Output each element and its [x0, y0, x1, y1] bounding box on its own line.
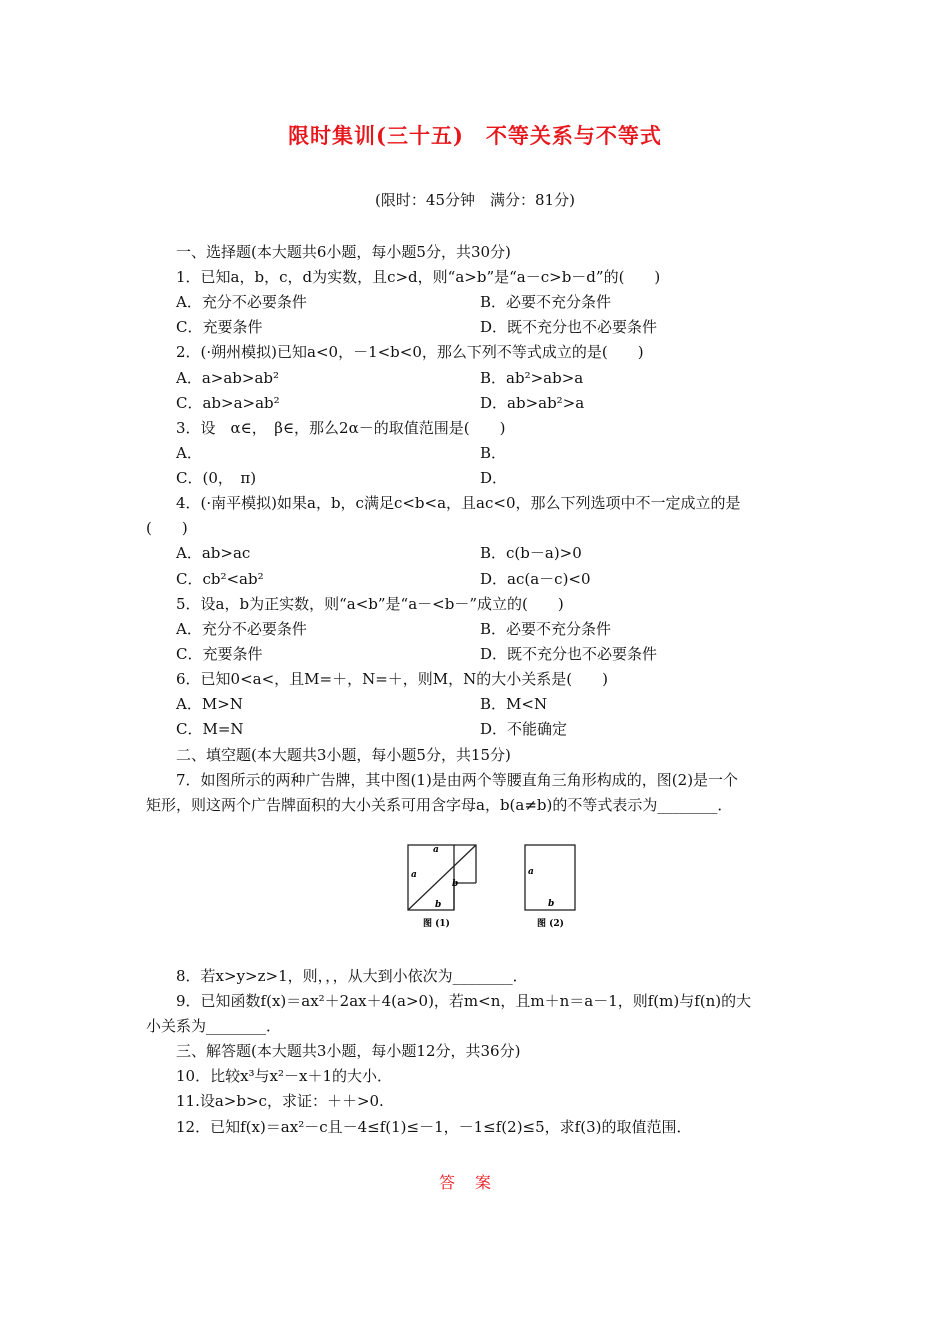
question-1: 1．已知a，b，c，d为实数，且c>d，则“a>b”是“a－c>b－d”的( ): [176, 268, 661, 286]
fig2-caption: 图 (2): [537, 919, 564, 929]
question-7: 7．如图所示的两种广告牌，其中图(1)是由两个等腰直角三角形构成的，图(2)是一个: [176, 771, 739, 789]
q2-option-b: B．ab²>ab>a: [480, 369, 584, 387]
figure-1-diagonal: [408, 845, 476, 910]
question-9-continued: 小关系为________．: [146, 1017, 282, 1035]
fig1-label-a-left: a: [411, 870, 417, 880]
q1-option-a: A．充分不必要条件: [176, 293, 307, 311]
question-3: 3．设 α∈， β∈，那么2α－的取值范围是( ): [176, 419, 506, 437]
q3-option-a: A．: [176, 444, 202, 462]
question-12: 12．已知f(x)＝ax²－c且－4≤f(1)≤－1，－1≤f(2)≤5，求f(3)的取值范围．: [176, 1118, 692, 1136]
fig2-label-a: a: [528, 867, 534, 877]
q4-option-a: A．ab>ac: [176, 544, 251, 562]
question-6: 6．已知0<a<，且M=＋，N=＋，则M，N的大小关系是( ): [176, 670, 608, 688]
q6-option-d: D．不能确定: [480, 720, 568, 738]
question-11: 11.设a>b>c，求证：＋＋>0.: [176, 1092, 384, 1110]
q5-option-b: B．必要不充分条件: [480, 620, 612, 638]
q2-option-d: D．ab>ab²>a: [480, 394, 585, 412]
section-heading-choice: 一、选择题(本大题共6小题，每小题5分，共30分): [176, 243, 511, 261]
fig1-label-a-top: a: [433, 845, 439, 855]
answer-heading: 答案: [438, 1173, 511, 1192]
q2-option-c: C．ab>a>ab²: [176, 394, 280, 412]
q6-option-b: B．M<N: [480, 695, 548, 713]
figure-1-small-triangle: [454, 845, 476, 883]
q6-option-a: A．M>N: [176, 695, 243, 713]
section-heading-solve: 三、解答题(本大题共3小题，每小题12分，共36分): [176, 1042, 521, 1060]
q5-option-a: A．充分不必要条件: [176, 620, 307, 638]
q1-option-b: B．必要不充分条件: [480, 293, 612, 311]
q3-option-b: B．: [480, 444, 507, 462]
billboard-figure: [400, 840, 590, 935]
fig2-label-b: b: [548, 899, 555, 909]
q1-option-c: C．充要条件: [176, 318, 263, 336]
q2-option-a: A．a>ab>ab²: [176, 369, 280, 387]
fig1-label-b-bottom: b: [435, 900, 442, 910]
question-7-continued: 矩形，则这两个广告牌面积的大小关系可用含字母a，b(a≠b)的不等式表示为________．: [146, 796, 733, 814]
q4-option-c: C．cb²<ab²: [176, 570, 264, 588]
q4-option-d: D．ac(a－c)<0: [480, 570, 591, 588]
question-4-continued: ( ): [146, 519, 188, 537]
question-2: 2．(·朔州模拟)已知a<0，－1<b<0，那么下列不等式成立的是( ): [176, 343, 644, 361]
question-10: 10．比较x³与x²－x＋1的大小．: [176, 1067, 393, 1085]
page-title: 限时集训(三十五) 不等关系与不等式: [288, 123, 662, 148]
section-heading-fill-in: 二、填空题(本大题共3小题，每小题5分，共15分): [176, 746, 511, 764]
fig1-label-b-right: b: [452, 879, 459, 889]
q1-option-d: D．既不充分也不必要条件: [480, 318, 658, 336]
fig1-caption: 图 (1): [423, 919, 450, 929]
q4-option-b: B．c(b－a)>0: [480, 544, 582, 562]
question-9: 9．已知函数f(x)＝ax²＋2ax＋4(a>0)，若m<n，且m＋n＝a－1，则f(m)与f(n)的大: [176, 992, 752, 1010]
q6-option-c: C．M=N: [176, 720, 244, 738]
figure-1: [408, 845, 476, 929]
page-subtitle: (限时：45分钟 满分：81分): [375, 191, 575, 209]
figure-2: [525, 845, 575, 929]
q3-option-d: D．: [480, 469, 508, 487]
q5-option-c: C．充要条件: [176, 645, 263, 663]
question-8: 8．若x>y>z>1，则，，，从大到小依次为________．: [176, 967, 528, 985]
q3-option-c: C．(0， π): [176, 469, 257, 487]
question-5: 5．设a，b为正实数，则“a<b”是“a－<b－”成立的( ): [176, 595, 564, 613]
question-4: 4．(·南平模拟)如果a，b，c满足c<b<a，且ac<0，那么下列选项中不一定成立的是: [176, 494, 741, 512]
q5-option-d: D．既不充分也不必要条件: [480, 645, 658, 663]
